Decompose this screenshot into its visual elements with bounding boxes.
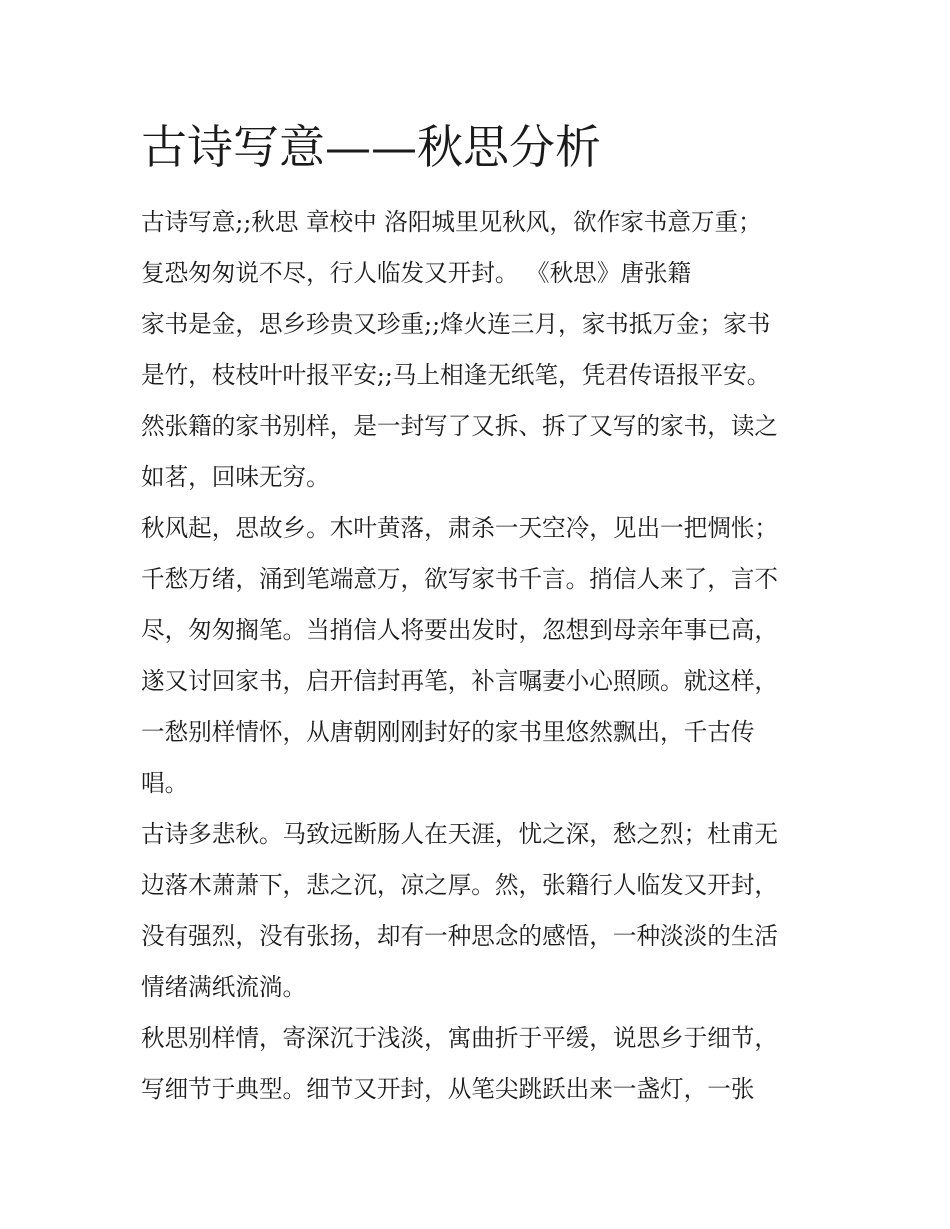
text-line: 如茗，回味无穷。 bbox=[141, 463, 330, 491]
text-line: 尽，匆匆搁笔。当捎信人将要出发时，忽想到母亲年事已高， bbox=[141, 616, 779, 644]
document-body bbox=[141, 197, 821, 1115]
text-line: 复恐匆匆说不尽，行人临发又开封。 《秋思》唐张籍 bbox=[141, 259, 692, 287]
text-line: 古诗多悲秋。马致远断肠人在天涯，忧之深，愁之烈；杜甫无 bbox=[141, 820, 779, 848]
paragraph-sad-autumn bbox=[141, 809, 821, 1013]
text-line: 写细节于典型。细节又开封，从笔尖跳跃出来一盏灯，一张 bbox=[141, 1075, 755, 1103]
text-line: 是竹，枝枝叶叶报平安;;马上相逢无纸笔，凭君传语报平安。 bbox=[141, 361, 771, 389]
text-line: 千愁万绪，涌到笔端意万，欲写家书千言。捎信人来了，言不 bbox=[141, 565, 779, 593]
text-line: 秋思别样情，寄深沉于浅淡，寓曲折于平缓，说思乡于细节， bbox=[141, 1024, 779, 1052]
text-line: 情绪满纸流淌。 bbox=[141, 973, 307, 1001]
page-title: 古诗写意——秋思分析 bbox=[141, 120, 601, 174]
text-line: 边落木萧萧下，悲之沉，凉之厚。然，张籍行人临发又开封， bbox=[141, 871, 779, 899]
text-line: 遂又讨回家书，启开信封再笔，补言嘱妻小心照顾。就这样， bbox=[141, 667, 779, 695]
text-line: 古诗写意;;秋思 章校中 洛阳城里见秋风，欲作家书意万重； bbox=[141, 208, 762, 236]
text-line: 没有强烈，没有张扬，却有一种思念的感悟，一种淡淡的生活 bbox=[141, 922, 779, 950]
paragraph-autumn-wind bbox=[141, 503, 821, 809]
paragraph-poem bbox=[141, 197, 821, 299]
paragraph-special-feeling bbox=[141, 1013, 821, 1115]
text-line: 唱。 bbox=[141, 769, 189, 797]
text-line: 秋风起，思故乡。木叶黄落，肃杀一天空冷，见出一把惆怅； bbox=[141, 514, 779, 542]
text-line: 然张籍的家书别样，是一封写了又拆、拆了又写的家书，读之 bbox=[141, 412, 779, 440]
paragraph-letter bbox=[141, 299, 821, 503]
text-line: 家书是金，思乡珍贵又珍重;;烽火连三月，家书抵万金；家书 bbox=[141, 310, 771, 338]
text-line: 一愁别样情怀，从唐朝刚刚封好的家书里悠然飘出，千古传 bbox=[141, 718, 755, 746]
